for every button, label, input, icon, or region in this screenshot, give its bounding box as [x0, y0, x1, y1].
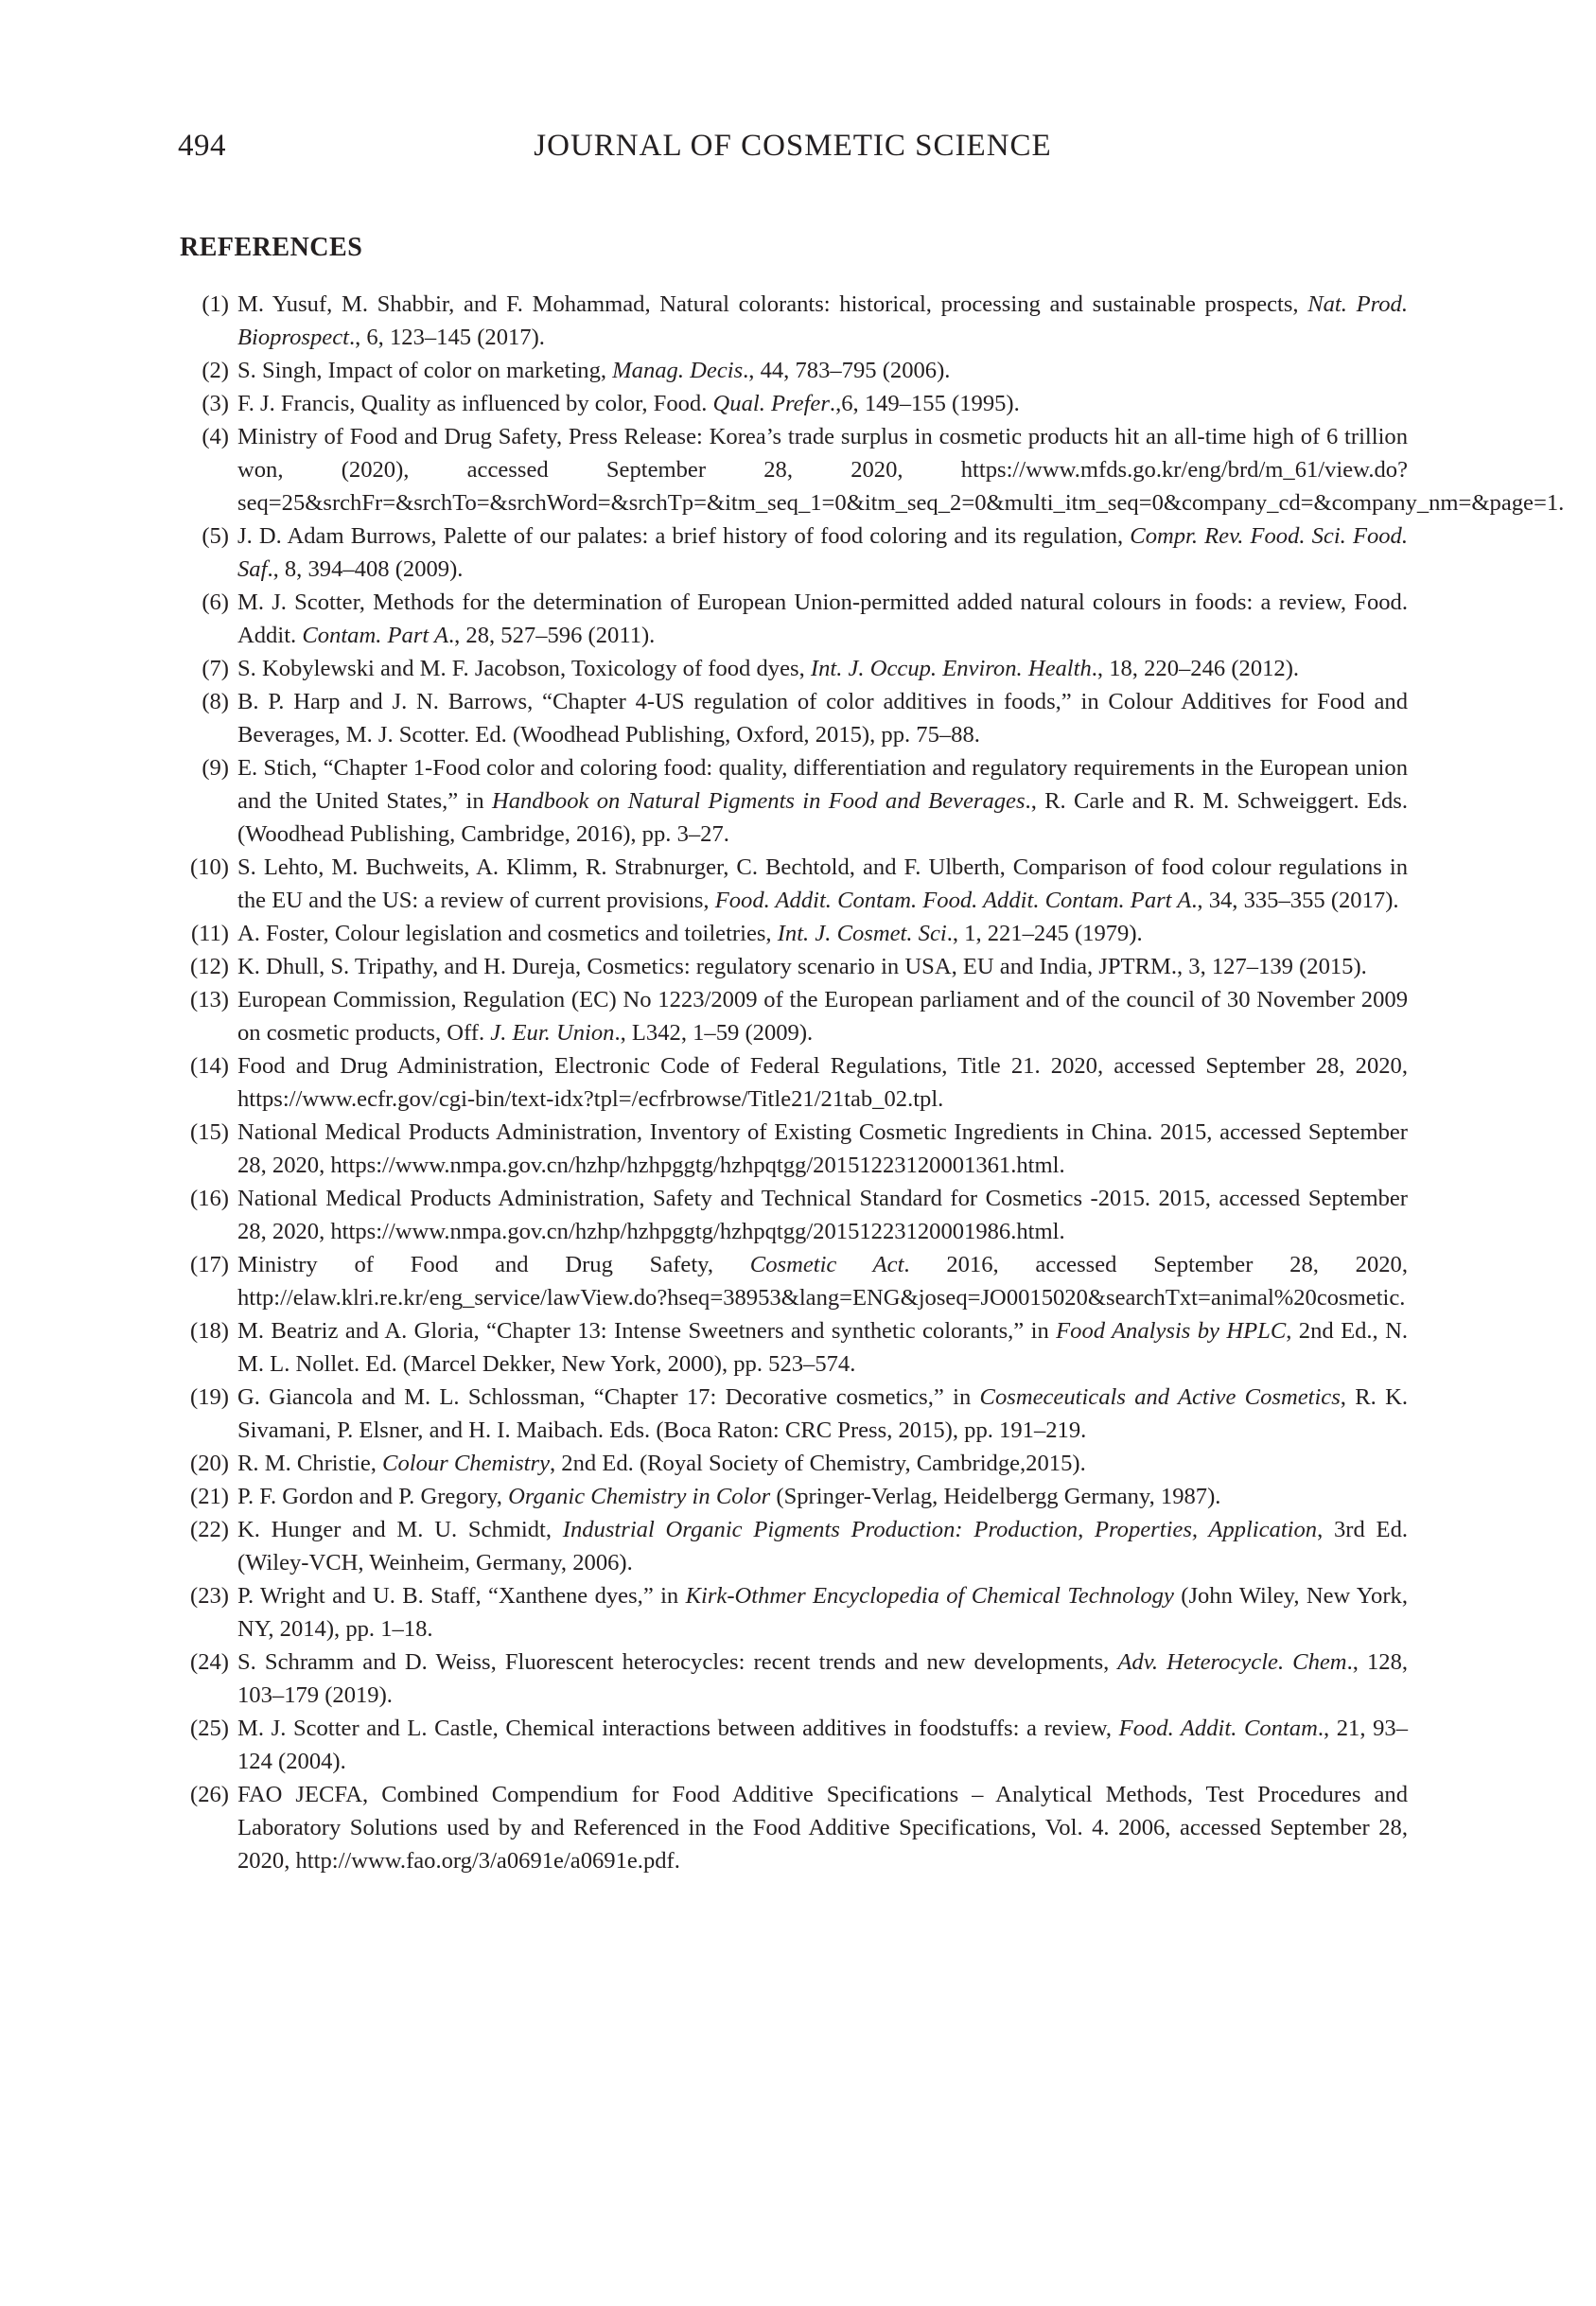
- reference-segment: S. Schramm and D. Weiss, Fluorescent heterocycles: recent trends and new developments,: [237, 1649, 1118, 1675]
- reference-number: (7): [202, 656, 229, 681]
- reference-number: (2): [202, 358, 229, 383]
- reference-segment: E. Stich, “Chapter 1-Food color and coloring food: quality, differentiation and regulatory requirements in the European union and the United States,” in: [237, 755, 1408, 814]
- reference-segment: National Medical Products Administration, Safety and Technical Standard for Cosmetics -2015. 2015, accessed September 28, 2020, https://www.nmpa.gov.cn/hzhp/hzhpggtg/hzhpqtgg/20151223120001986.html.: [237, 1186, 1408, 1244]
- reference-number: (4): [202, 424, 229, 449]
- reference-segment: J. D. Adam Burrows, Palette of our palates: a brief history of food coloring and its regulation,: [237, 523, 1131, 549]
- reference-segment: M. Yusuf, M. Shabbir, and F. Mohammad, Natural colorants: historical, processing and sustainable prospects,: [237, 291, 1308, 317]
- reference-number: (22): [190, 1517, 229, 1542]
- reference-segment: Ministry of Food and Drug Safety,: [237, 1252, 750, 1277]
- reference-italic-segment: Food. Addit. Contam: [1118, 1716, 1318, 1741]
- reference-item: [178, 950, 1408, 983]
- reference-number: (26): [190, 1782, 229, 1807]
- reference-text: [237, 387, 1408, 420]
- reference-segment: S. Singh, Impact of color on marketing,: [237, 358, 613, 383]
- reference-item: [178, 586, 1408, 652]
- reference-italic-segment: Handbook on Natural Pigments in Food and Beverages: [491, 788, 1026, 814]
- reference-segment: M. Beatriz and A. Gloria, “Chapter 13: Intense Sweetners and synthetic colorants,” in: [237, 1318, 1057, 1344]
- reference-segment: ., 6, 123–145 (2017).: [348, 325, 545, 350]
- reference-segment: , 2nd Ed., N. M. L. Nollet. Ed. (Marcel Dekker, New York, 2000), pp. 523–574.: [237, 1318, 1408, 1377]
- reference-item: [178, 1248, 1408, 1314]
- reference-number: (18): [190, 1318, 229, 1344]
- reference-item: [178, 354, 1408, 387]
- reference-number: (12): [190, 954, 229, 979]
- reference-text: [237, 354, 1408, 387]
- section-title: REFERENCES: [180, 233, 363, 262]
- reference-segment: , R. K. Sivamani, P. Elsner, and H. I. Maibach. Eds. (Boca Raton: CRC Press, 2015), pp. 191–219.: [237, 1384, 1408, 1443]
- reference-italic-segment: Int. J. Occup. Environ. Health: [810, 656, 1092, 681]
- reference-segment: M. J. Scotter, Methods for the determination of European Union-permitted added natural colours in foods: a review, Food. Addit.: [237, 590, 1408, 648]
- reference-item: [178, 1116, 1408, 1182]
- reference-italic-segment: Food. Addit. Contam. Food. Addit. Contam. Part A: [714, 888, 1192, 913]
- reference-text: [237, 1314, 1408, 1381]
- reference-list: [178, 288, 1565, 1877]
- reference-number: (23): [190, 1583, 229, 1609]
- reference-item: [178, 851, 1408, 917]
- reference-text: [237, 519, 1408, 586]
- reference-text: [237, 1248, 1408, 1314]
- reference-segment: K. Dhull, S. Tripathy, and H. Dureja, Cosmetics: regulatory scenario in USA, EU and India, JPTRM., 3, 127–139 (2015).: [237, 954, 1367, 979]
- reference-item: [178, 1182, 1408, 1248]
- reference-text: [237, 1480, 1408, 1513]
- reference-segment: ., 21, 93–124 (2004).: [237, 1716, 1409, 1774]
- reference-item: [178, 1447, 1408, 1480]
- reference-segment: , 3rd Ed. (Wiley-VCH, Weinheim, Germany, 2006).: [237, 1517, 1409, 1575]
- reference-segment: Ministry of Food and Drug Safety, Press Release: Korea’s trade surplus in cosmetic products hit an all-time high of 6 trillion won, (2020), accessed September 28, 2020, https://www.mfds.go.kr/eng/brd/m_61/view.do?seq=25&srchFr=&srchTo=&srchWord=&srchTp=&itm_seq_1=0&itm_seq_2=0&multi_itm_seq=0&company_cd=&company_nm=&page=1.: [237, 424, 1565, 516]
- reference-text: [237, 586, 1408, 652]
- reference-item: [178, 1314, 1408, 1381]
- reference-italic-segment: Industrial Organic Pigments Production: Production, Properties, Application: [562, 1517, 1318, 1542]
- reference-number: (8): [202, 689, 229, 714]
- reference-text: [237, 1513, 1408, 1579]
- reference-segment: M. J. Scotter and L. Castle, Chemical interactions between additives in foodstuffs: a review,: [237, 1716, 1119, 1741]
- reference-segment: Food and Drug Administration, Electronic Code of Federal Regulations, Title 21. 2020, accessed September 28, 2020, https://www.ecfr.gov/cgi-bin/text-idx?tpl=/ecfrbrowse/Title21/21tab_02.tpl.: [237, 1053, 1408, 1112]
- reference-italic-segment: Manag. Decis: [612, 358, 744, 383]
- reference-number: (6): [202, 590, 229, 615]
- reference-text: [237, 1447, 1408, 1480]
- reference-text: [237, 685, 1408, 751]
- reference-italic-segment: Organic Chemistry in Color: [508, 1484, 771, 1509]
- reference-italic-segment: Int. J. Cosmet. Sci: [777, 921, 947, 946]
- reference-item: [178, 685, 1408, 751]
- reference-text: [237, 1116, 1408, 1182]
- reference-number: (15): [190, 1119, 229, 1145]
- reference-segment: ., 128, 103–179 (2019).: [237, 1649, 1409, 1708]
- reference-segment: P. F. Gordon and P. Gregory,: [237, 1484, 509, 1509]
- reference-italic-segment: Food Analysis by HPLC: [1056, 1318, 1287, 1344]
- reference-segment: P. Wright and U. B. Staff, “Xanthene dyes,” in: [237, 1583, 686, 1609]
- reference-item: [178, 1513, 1408, 1579]
- reference-italic-segment: Colour Chemistry: [382, 1451, 550, 1476]
- reference-italic-segment: Nat. Prod. Bioprospect: [237, 291, 1408, 350]
- reference-number: (9): [202, 755, 229, 781]
- reference-number: (25): [190, 1716, 229, 1741]
- reference-italic-segment: Compr. Rev. Food. Sci. Food. Saf: [237, 523, 1409, 582]
- reference-text: [237, 1381, 1408, 1447]
- reference-text: [237, 983, 1408, 1049]
- reference-segment: R. M. Christie,: [237, 1451, 383, 1476]
- reference-segment: F. J. Francis, Quality as influenced by color, Food.: [237, 391, 713, 416]
- reference-italic-segment: Cosmeceuticals and Active Cosmetics: [979, 1384, 1341, 1410]
- reference-text: [237, 917, 1408, 950]
- reference-segment: S. Kobylewski and M. F. Jacobson, Toxicology of food dyes,: [237, 656, 811, 681]
- reference-segment: ., 28, 527–596 (2011).: [447, 623, 656, 648]
- reference-segment: FAO JECFA, Combined Compendium for Food Additive Specifications – Analytical Methods, Test Procedures and Laboratory Solutions used by and Referenced in the Food Additive Specifications, Vol. 4. 2006, accessed September 28, 2020, http://www.fao.org/3/a0691e/a0691e.pdf.: [237, 1782, 1408, 1874]
- reference-item: [178, 983, 1408, 1049]
- reference-italic-segment: Adv. Heterocycle. Chem: [1117, 1649, 1347, 1675]
- reference-segment: S. Lehto, M. Buchweits, A. Klimm, R. Strabnurger, C. Bechtold, and F. Ulberth, Comparison of food colour regulations in the EU and the US: a review of current provisions,: [237, 854, 1408, 913]
- reference-segment: ., 8, 394–408 (2009).: [267, 556, 464, 582]
- reference-text: [237, 420, 1565, 519]
- reference-item: [178, 652, 1408, 685]
- reference-segment: National Medical Products Administration, Inventory of Existing Cosmetic Ingredients in China. 2015, accessed September 28, 2020, https://www.nmpa.gov.cn/hzhp/hzhpggtg/hzhpqtgg/20151223120001361.html.: [237, 1119, 1408, 1178]
- reference-item: [178, 917, 1408, 950]
- reference-segment: ., 1, 221–245 (1979).: [946, 921, 1143, 946]
- reference-text: [237, 950, 1408, 983]
- reference-number: (19): [190, 1384, 229, 1410]
- reference-segment: ., 44, 783–795 (2006).: [743, 358, 951, 383]
- reference-text: [237, 751, 1408, 851]
- running-head: [178, 129, 1408, 170]
- reference-text: [237, 1579, 1408, 1646]
- reference-text: [237, 1778, 1408, 1877]
- reference-segment: K. Hunger and M. U. Schmidt,: [237, 1517, 563, 1542]
- reference-italic-segment: Contam. Part A: [302, 623, 448, 648]
- reference-number: (17): [190, 1252, 229, 1277]
- reference-item: [178, 1579, 1408, 1646]
- reference-text: [237, 1049, 1408, 1116]
- reference-segment: G. Giancola and M. L. Schlossman, “Chapter 17: Decorative cosmetics,” in: [237, 1384, 980, 1410]
- reference-italic-segment: J. Eur. Union: [490, 1020, 615, 1046]
- reference-item: [178, 288, 1408, 354]
- reference-item: [178, 1049, 1408, 1116]
- reference-segment: .,6, 149–155 (1995).: [829, 391, 1020, 416]
- reference-segment: European Commission, Regulation (EC) No 1223/2009 of the European parliament and of the council of 30 November 2009 on cosmetic products, Off.: [237, 987, 1408, 1046]
- reference-segment: ., 18, 220–246 (2012).: [1091, 656, 1300, 681]
- reference-text: [237, 1182, 1408, 1248]
- reference-item: [178, 1778, 1408, 1877]
- reference-segment: , 2nd Ed. (Royal Society of Chemistry, Cambridge,2015).: [550, 1451, 1086, 1476]
- reference-text: [237, 1712, 1408, 1778]
- journal-title: JOURNAL OF COSMETIC SCIENCE: [534, 129, 1052, 163]
- reference-number: (21): [190, 1484, 229, 1509]
- reference-number: (14): [190, 1053, 229, 1079]
- reference-number: (20): [190, 1451, 229, 1476]
- reference-item: [178, 1646, 1408, 1712]
- reference-number: (24): [190, 1649, 229, 1675]
- reference-text: [237, 1646, 1408, 1712]
- reference-segment: (Springer-Verlag, Heidelbergg Germany, 1987).: [770, 1484, 1221, 1509]
- reference-segment: ., 34, 335–355 (2017).: [1191, 888, 1399, 913]
- reference-item: [178, 1381, 1408, 1447]
- reference-number: (5): [202, 523, 229, 549]
- reference-item: [178, 1480, 1408, 1513]
- reference-text: [237, 288, 1408, 354]
- reference-segment: ., L342, 1–59 (2009).: [614, 1020, 814, 1046]
- reference-number: (11): [190, 921, 229, 946]
- page-number: 494: [178, 129, 226, 163]
- reference-number: (1): [202, 291, 229, 317]
- reference-text: [237, 851, 1408, 917]
- reference-number: (3): [202, 391, 229, 416]
- reference-segment: B. P. Harp and J. N. Barrows, “Chapter 4-US regulation of color additives in foods,” in Colour Additives for Food and Beverages, M. J. Scotter. Ed. (Woodhead Publishing, Oxford, 2015), pp. 75–88.: [237, 689, 1408, 748]
- reference-text: [237, 652, 1408, 685]
- reference-item: [178, 1712, 1408, 1778]
- reference-item: [178, 420, 1565, 519]
- reference-segment: . 2016, accessed September 28, 2020, http://elaw.klri.re.kr/eng_service/lawView.do?hseq=38953&lang=ENG&joseq=JO0015020&searchTxt=animal%20cosmetic.: [237, 1252, 1408, 1311]
- reference-segment: A. Foster, Colour legislation and cosmetics and toiletries,: [237, 921, 778, 946]
- reference-item: [178, 751, 1408, 851]
- reference-italic-segment: Cosmetic Act: [749, 1252, 904, 1277]
- reference-item: [178, 519, 1408, 586]
- reference-number: (10): [190, 854, 229, 880]
- reference-italic-segment: Qual. Prefer: [712, 391, 830, 416]
- reference-item: [178, 387, 1408, 420]
- reference-italic-segment: Kirk-Othmer Encyclopedia of Chemical Technology: [685, 1583, 1174, 1609]
- reference-segment: ., R. Carle and R. M. Schweiggert. Eds. (Woodhead Publishing, Cambridge, 2016), pp. 3–27.: [237, 788, 1408, 847]
- reference-number: (13): [190, 987, 229, 1012]
- reference-number: (16): [190, 1186, 229, 1211]
- reference-segment: (John Wiley, New York, NY, 2014), pp. 1–18.: [237, 1583, 1408, 1642]
